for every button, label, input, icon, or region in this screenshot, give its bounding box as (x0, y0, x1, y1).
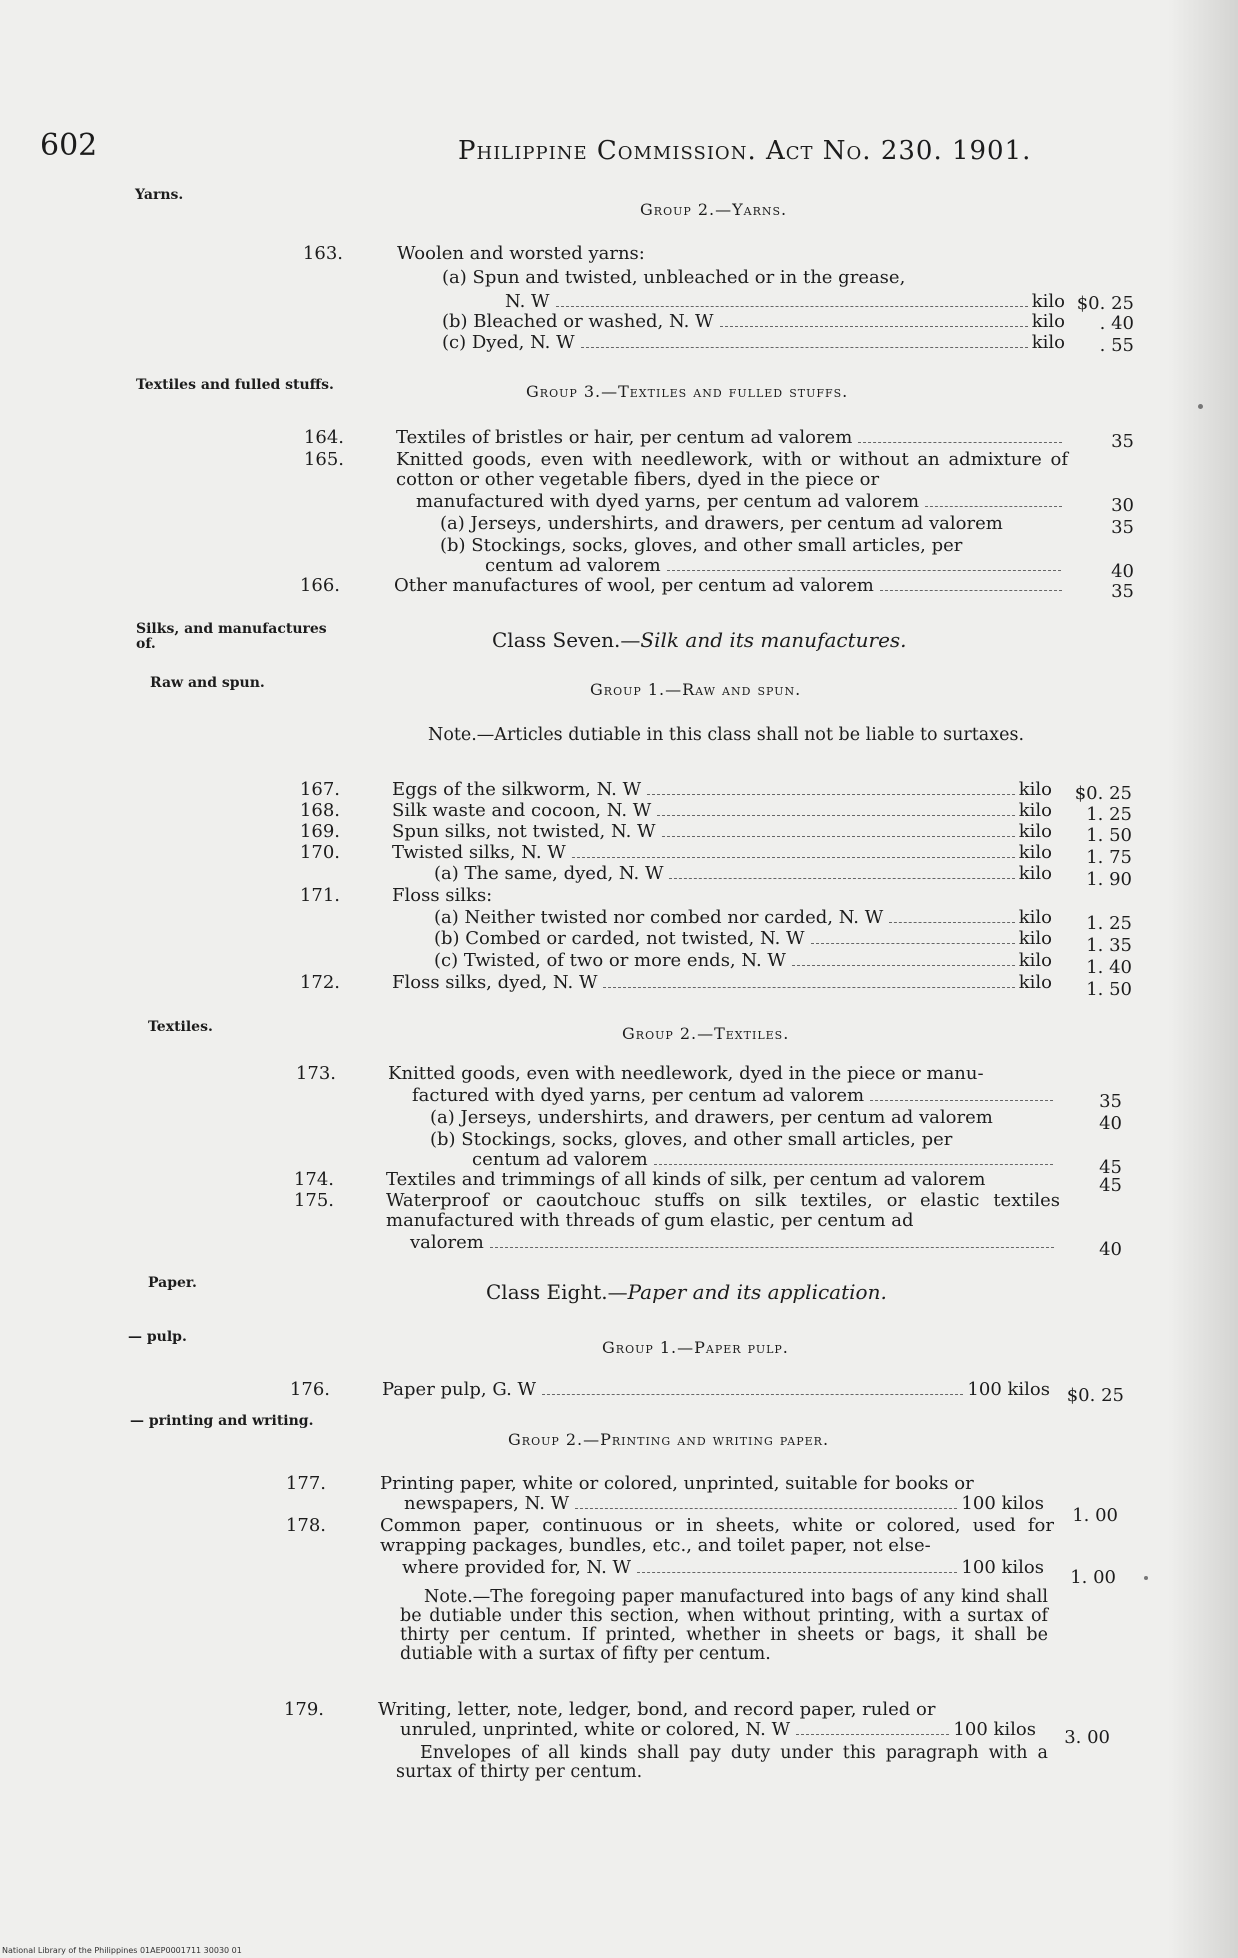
class-seven-title: Silk and its manufactures. (640, 628, 907, 652)
heading-group1-paper-pulp: Group 1.—Paper pulp. (602, 1338, 789, 1357)
dot-leader (603, 987, 1014, 988)
note-class-seven: Note.—Articles dutiable in this class shall not be liable to surtaxes. (428, 725, 1025, 745)
unit: kilo (1018, 800, 1052, 821)
item-line-170 (392, 843, 1052, 863)
item-text: (b) Stockings, socks, gloves, and other small articles, per (430, 1129, 953, 1150)
dot-leader (575, 1508, 957, 1509)
item-text: centum ad valorem (472, 1149, 648, 1170)
item-text: (b) Stockings, socks, gloves, and other small articles, per (440, 535, 963, 556)
item-text: where provided for, N. W (402, 1557, 632, 1578)
margin-note-textiles: Textiles. (148, 1019, 213, 1035)
page-number: 602 (40, 128, 98, 163)
unit: kilo (1018, 863, 1052, 884)
duty-rate: 1. 25 (1086, 804, 1132, 825)
scan-credit: National Library of the Philippines 01AEP0001711 30030 01 (2, 1946, 242, 1955)
dot-leader (792, 965, 1015, 966)
item-text: Textiles and trimmings of all kinds of silk, per centum ad valorem (386, 1169, 986, 1190)
item-text: Twisted silks, N. W (392, 842, 566, 863)
item-text: unruled, unprinted, white or colored, N. W (400, 1719, 791, 1740)
duty-rate: 1. 00 (1072, 1505, 1118, 1526)
item-text: factured with dyed yarns, per centum ad valorem (412, 1085, 865, 1106)
unit: kilo (1018, 950, 1052, 971)
item-line-168 (392, 801, 1052, 821)
item-number: 164. (303, 427, 344, 448)
unit: kilo (1018, 821, 1052, 842)
item-number: 175. (293, 1190, 334, 1211)
margin-note-pulp: — pulp. (128, 1329, 187, 1345)
item-text: Eggs of the silkworm, N. W (392, 779, 642, 800)
item-line-163b (442, 312, 1065, 332)
item-text: Woolen and worsted yarns: (397, 243, 645, 264)
duty-rate: 35 (1111, 581, 1134, 602)
item-line-165 (416, 492, 1066, 512)
item-text: Printing paper, white or colored, unprinted, suitable for books or (380, 1473, 974, 1494)
unit: kilo (1031, 291, 1065, 312)
duty-rate: 1. 35 (1086, 935, 1132, 956)
item-text: Common paper, continuous or in sheets, white or colored, used for wrapping packages, bundles, etc., and toilet paper, not else- (380, 1515, 1054, 1556)
unit: kilo (1018, 928, 1052, 949)
item-text: Floss silks, dyed, N. W (392, 972, 598, 993)
item-number: 166. (299, 575, 340, 596)
item-line-175 (410, 1233, 1058, 1253)
duty-rate: 1. 50 (1086, 825, 1132, 846)
item-text: manufactured with dyed yarns, per centum ad valorem (416, 491, 920, 512)
item-line-163c (442, 333, 1065, 353)
item-text: Waterproof or caoutchouc stuffs on silk textiles, or elastic textiles manufactured with threads of gum elastic, per centum ad (386, 1190, 1060, 1231)
item-number: 171. (299, 885, 340, 906)
dot-leader (870, 1100, 1053, 1101)
note-paragraph-178: Note.—The foregoing paper manufactured into bags of any kind shall be dutiable under this section, when without printing, with a surtax of thirty per centum. If printed, whether in sheets or bags, it shall be dutiable with a surtax of fifty per centum. (400, 1587, 1048, 1664)
item-line-171a (434, 908, 1052, 928)
duty-rate: 40 (1099, 1113, 1122, 1134)
unit: 100 kilos (953, 1719, 1036, 1740)
duty-rate: $0. 25 (1076, 293, 1134, 314)
item-text: (b) Bleached or washed, N. W (442, 311, 714, 332)
item-text: centum ad valorem (485, 555, 661, 576)
dot-leader (637, 1572, 957, 1573)
duty-rate: 1. 40 (1086, 957, 1132, 978)
duty-rate: 45 (1099, 1157, 1122, 1178)
unit: kilo (1018, 972, 1052, 993)
dot-leader (796, 1734, 949, 1735)
dot-leader (542, 1394, 963, 1395)
item-line-176 (382, 1380, 1050, 1400)
item-line-169 (392, 822, 1052, 842)
item-line-171b (434, 929, 1052, 949)
item-number: 176. (289, 1379, 330, 1400)
item-line-167 (392, 780, 1052, 800)
class-eight-title: Paper and its application. (627, 1280, 887, 1304)
dot-leader (647, 794, 1015, 795)
dot-leader (556, 306, 1028, 307)
heading-group2-printing-writing: Group 2.—Printing and writing paper. (508, 1430, 830, 1449)
item-text: newspapers, N. W (404, 1493, 570, 1514)
item-number: 179. (283, 1699, 324, 1720)
item-number: 173. (295, 1063, 336, 1084)
item-number: 172. (299, 972, 340, 993)
dot-leader (858, 442, 1062, 443)
heading-class-seven (492, 628, 907, 652)
item-text: (a) Jerseys, undershirts, and drawers, per centum ad valorem (430, 1107, 993, 1128)
heading-group1-raw-spun: Group 1.—Raw and spun. (590, 680, 802, 699)
item-text: Silk waste and cocoon, N. W (392, 800, 652, 821)
item-number: 177. (285, 1473, 326, 1494)
item-line-177 (404, 1494, 1044, 1514)
item-text: (c) Twisted, of two or more ends, N. W (434, 950, 786, 971)
item-text: Knitted goods, even with needlework, dyed in the piece or manu- (388, 1063, 984, 1084)
dot-leader (654, 1164, 1053, 1165)
dot-leader (669, 878, 1014, 879)
item-text: Paper pulp, G. W (382, 1379, 537, 1400)
heading-group2-textiles: Group 2.—Textiles. (622, 1024, 790, 1043)
class-eight-prefix: Class Eight.— (486, 1280, 628, 1304)
item-number: 168. (299, 800, 340, 821)
duty-rate: 35 (1111, 431, 1134, 452)
dot-leader (657, 815, 1014, 816)
dot-leader (811, 943, 1015, 944)
duty-rate: 40 (1111, 561, 1134, 582)
duty-rate: 1. 75 (1086, 847, 1132, 868)
duty-rate: $0. 25 (1074, 783, 1132, 804)
unit: 100 kilos (967, 1379, 1050, 1400)
item-text: (c) Dyed, N. W (442, 332, 575, 353)
heading-group3-textiles: Group 3.—Textiles and fulled stuffs. (526, 382, 849, 401)
item-text: Floss silks: (392, 885, 493, 906)
item-number: 165. (303, 449, 344, 470)
item-text: valorem (410, 1232, 484, 1253)
item-line-173b (472, 1150, 1057, 1170)
item-text: Spun silks, not twisted, N. W (392, 821, 656, 842)
item-number: 178. (285, 1515, 326, 1536)
duty-rate: $0. 25 (1066, 1385, 1124, 1406)
item-line-178 (402, 1558, 1044, 1578)
dot-leader (720, 326, 1028, 327)
unit: 100 kilos (961, 1557, 1044, 1578)
duty-rate: 40 (1099, 1239, 1122, 1260)
item-text: Writing, letter, note, ledger, bond, and record paper, ruled or (378, 1699, 936, 1720)
dot-leader (880, 590, 1062, 591)
item-line-163a (505, 292, 1065, 312)
margin-note-silks: Silks, and manufactures of. (136, 621, 327, 652)
unit: kilo (1018, 907, 1052, 928)
margin-note-paper: Paper. (148, 1275, 197, 1291)
heading-class-eight (486, 1280, 887, 1304)
unit: kilo (1031, 332, 1065, 353)
dot-leader (925, 506, 1062, 507)
dot-leader (889, 922, 1014, 923)
item-text: (a) Jerseys, undershirts, and drawers, per centum ad valorem (440, 513, 1003, 534)
duty-rate: 45 (1099, 1175, 1122, 1196)
duty-rate: 1. 90 (1086, 869, 1132, 890)
dot-leader (581, 347, 1028, 348)
item-number: 167. (299, 779, 340, 800)
item-text: Knitted goods, even with needlework, with or without an admixture of cotton or other vegetable fibers, dyed in the piece or (396, 449, 1068, 490)
item-text: (a) Spun and twisted, unbleached or in the grease, (442, 267, 906, 288)
duty-rate: 1. 00 (1070, 1567, 1116, 1588)
unit: kilo (1018, 779, 1052, 800)
item-line-171c (434, 951, 1052, 971)
duty-rate: . 55 (1099, 335, 1134, 356)
margin-note-yarns: Yarns. (135, 187, 184, 203)
item-text: (a) The same, dyed, N. W (434, 863, 664, 884)
item-number: 163. (302, 243, 343, 264)
note-paragraph-179: Envelopes of all kinds shall pay duty under this paragraph with a surtax of thirty per centum. (396, 1743, 1048, 1782)
item-number: 169. (299, 821, 340, 842)
scan-speck (1144, 1576, 1148, 1580)
margin-note-printing-writing: — printing and writing. (130, 1413, 314, 1429)
duty-rate: 30 (1111, 495, 1134, 516)
item-line-164 (396, 428, 1066, 448)
item-number: 174. (293, 1169, 334, 1190)
margin-note-raw-spun: Raw and spun. (150, 675, 265, 691)
item-text: (b) Combed or carded, not twisted, N. W (434, 928, 805, 949)
dot-leader (490, 1247, 1054, 1248)
item-line-165b (485, 556, 1065, 576)
running-head: Philippine Commission. Act No. 230. 1901. (458, 136, 1032, 166)
dot-leader (662, 836, 1015, 837)
item-text: N. W (505, 291, 550, 312)
duty-rate: 1. 25 (1086, 913, 1132, 934)
scan-speck (1198, 404, 1203, 409)
unit: kilo (1031, 311, 1065, 332)
dot-leader (572, 857, 1015, 858)
item-line-166 (394, 576, 1066, 596)
duty-rate: . 40 (1099, 313, 1134, 334)
item-number: 170. (299, 842, 340, 863)
item-line-172 (392, 973, 1052, 993)
duty-rate: 35 (1111, 517, 1134, 538)
item-text: Textiles of bristles or hair, per centum ad valorem (396, 427, 853, 448)
duty-rate: 35 (1099, 1091, 1122, 1112)
item-text: Other manufactures of wool, per centum ad valorem (394, 575, 874, 596)
unit: 100 kilos (961, 1493, 1044, 1514)
duty-rate: 3. 00 (1064, 1727, 1110, 1748)
duty-rate: 1. 50 (1086, 979, 1132, 1000)
heading-group2-yarns: Group 2.—Yarns. (640, 200, 788, 219)
page-edge-shadow (1168, 0, 1238, 1958)
margin-note-textiles-fulled: Textiles and fulled stuffs. (136, 377, 334, 393)
item-line-170a (434, 864, 1052, 884)
item-line-179 (400, 1720, 1036, 1740)
dot-leader (667, 570, 1061, 571)
item-line-173 (412, 1086, 1057, 1106)
unit: kilo (1018, 842, 1052, 863)
class-seven-prefix: Class Seven.— (492, 628, 641, 652)
item-text: (a) Neither twisted nor combed nor carded, N. W (434, 907, 884, 928)
